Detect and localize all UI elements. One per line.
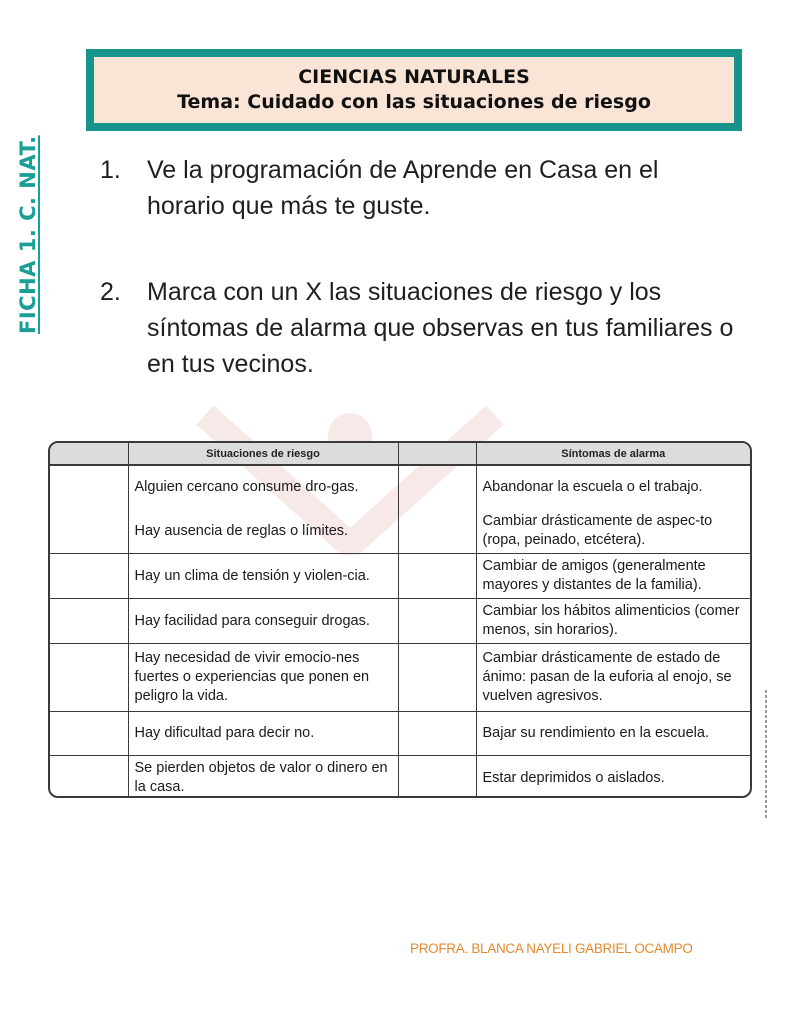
table-row: [50, 554, 750, 599]
table-header-row: [50, 443, 750, 465]
table-row: [50, 644, 750, 712]
table-row: [50, 756, 750, 799]
instruction-text: Ve la programación de Aprende en Casa en el horario que más te guste.: [147, 156, 659, 220]
table-row: [50, 465, 750, 509]
title-banner: [86, 49, 742, 131]
risk-mark-cell[interactable]: [50, 712, 128, 756]
alarm-mark-cell[interactable]: [398, 712, 476, 756]
risk-cell: Hay necesidad de vivir emocio-nes fuertes o experiencias que ponen en peligro la vida.: [128, 644, 398, 712]
risk-cell: Hay ausencia de reglas o límites.: [128, 509, 398, 554]
instruction-item: [100, 274, 740, 382]
risk-mark-cell[interactable]: [50, 644, 128, 712]
alarm-mark-cell[interactable]: [398, 644, 476, 712]
instructions-list: [100, 152, 740, 432]
instruction-number: 2.: [100, 278, 121, 306]
alarm-cell: Bajar su rendimiento en la escuela.: [476, 712, 750, 756]
topic-title: Tema: Cuidado con las situaciones de riesgo: [177, 91, 651, 113]
worksheet-side-label: FICHA 1. C. NAT.: [16, 135, 40, 334]
alarm-mark-cell[interactable]: [398, 509, 476, 554]
risk-column-header: Situaciones de riesgo: [128, 443, 398, 465]
alarm-mark-cell[interactable]: [398, 599, 476, 644]
alarm-mark-cell[interactable]: [398, 465, 476, 509]
alarm-checkbox-header: [398, 443, 476, 465]
alarm-cell: Cambiar de amigos (generalmente mayores y distantes de la familia).: [476, 554, 750, 599]
table-row: [50, 599, 750, 644]
risk-cell: Alguien cercano consume dro-gas.: [128, 465, 398, 509]
risk-cell: Se pierden objetos de valor o dinero en la casa.: [128, 756, 398, 799]
instruction-text: Marca con un X las situaciones de riesgo y los síntomas de alarma que observas en tus familiares o en tus vecinos.: [147, 278, 734, 378]
alarm-mark-cell[interactable]: [398, 554, 476, 599]
image-credit-mark: [760, 690, 772, 820]
alarm-cell: Estar deprimidos o aislados.: [476, 756, 750, 799]
risk-cell: Hay un clima de tensión y violen-cia.: [128, 554, 398, 599]
alarm-cell: Abandonar la escuela o el trabajo.: [476, 465, 750, 509]
risk-mark-cell[interactable]: [50, 599, 128, 644]
alarm-mark-cell[interactable]: [398, 756, 476, 799]
alarm-cell: Cambiar los hábitos alimenticios (comer menos, sin horarios).: [476, 599, 750, 644]
table-row: [50, 712, 750, 756]
instruction-item: [100, 152, 740, 224]
risk-mark-cell[interactable]: [50, 509, 128, 554]
alarm-cell: Cambiar drásticamente de estado de ánimo: pasan de la euforia al enojo, se vuelven agresivos.: [476, 644, 750, 712]
risk-mark-cell[interactable]: [50, 554, 128, 599]
table-row: [50, 509, 750, 554]
author-credit: PROFRA. BLANCA NAYELI GABRIEL OCAMPO: [410, 941, 693, 956]
risk-mark-cell[interactable]: [50, 756, 128, 799]
alarm-column-header: Síntomas de alarma: [476, 443, 750, 465]
risk-checkbox-header: [50, 443, 128, 465]
risk-cell: Hay facilidad para conseguir drogas.: [128, 599, 398, 644]
risk-cell: Hay dificultad para decir no.: [128, 712, 398, 756]
risk-mark-cell[interactable]: [50, 465, 128, 509]
risk-table: [48, 441, 752, 798]
instruction-number: 1.: [100, 156, 121, 184]
alarm-cell: Cambiar drásticamente de aspec-to (ropa, peinado, etcétera).: [476, 509, 750, 554]
subject-title: CIENCIAS NATURALES: [298, 66, 530, 88]
